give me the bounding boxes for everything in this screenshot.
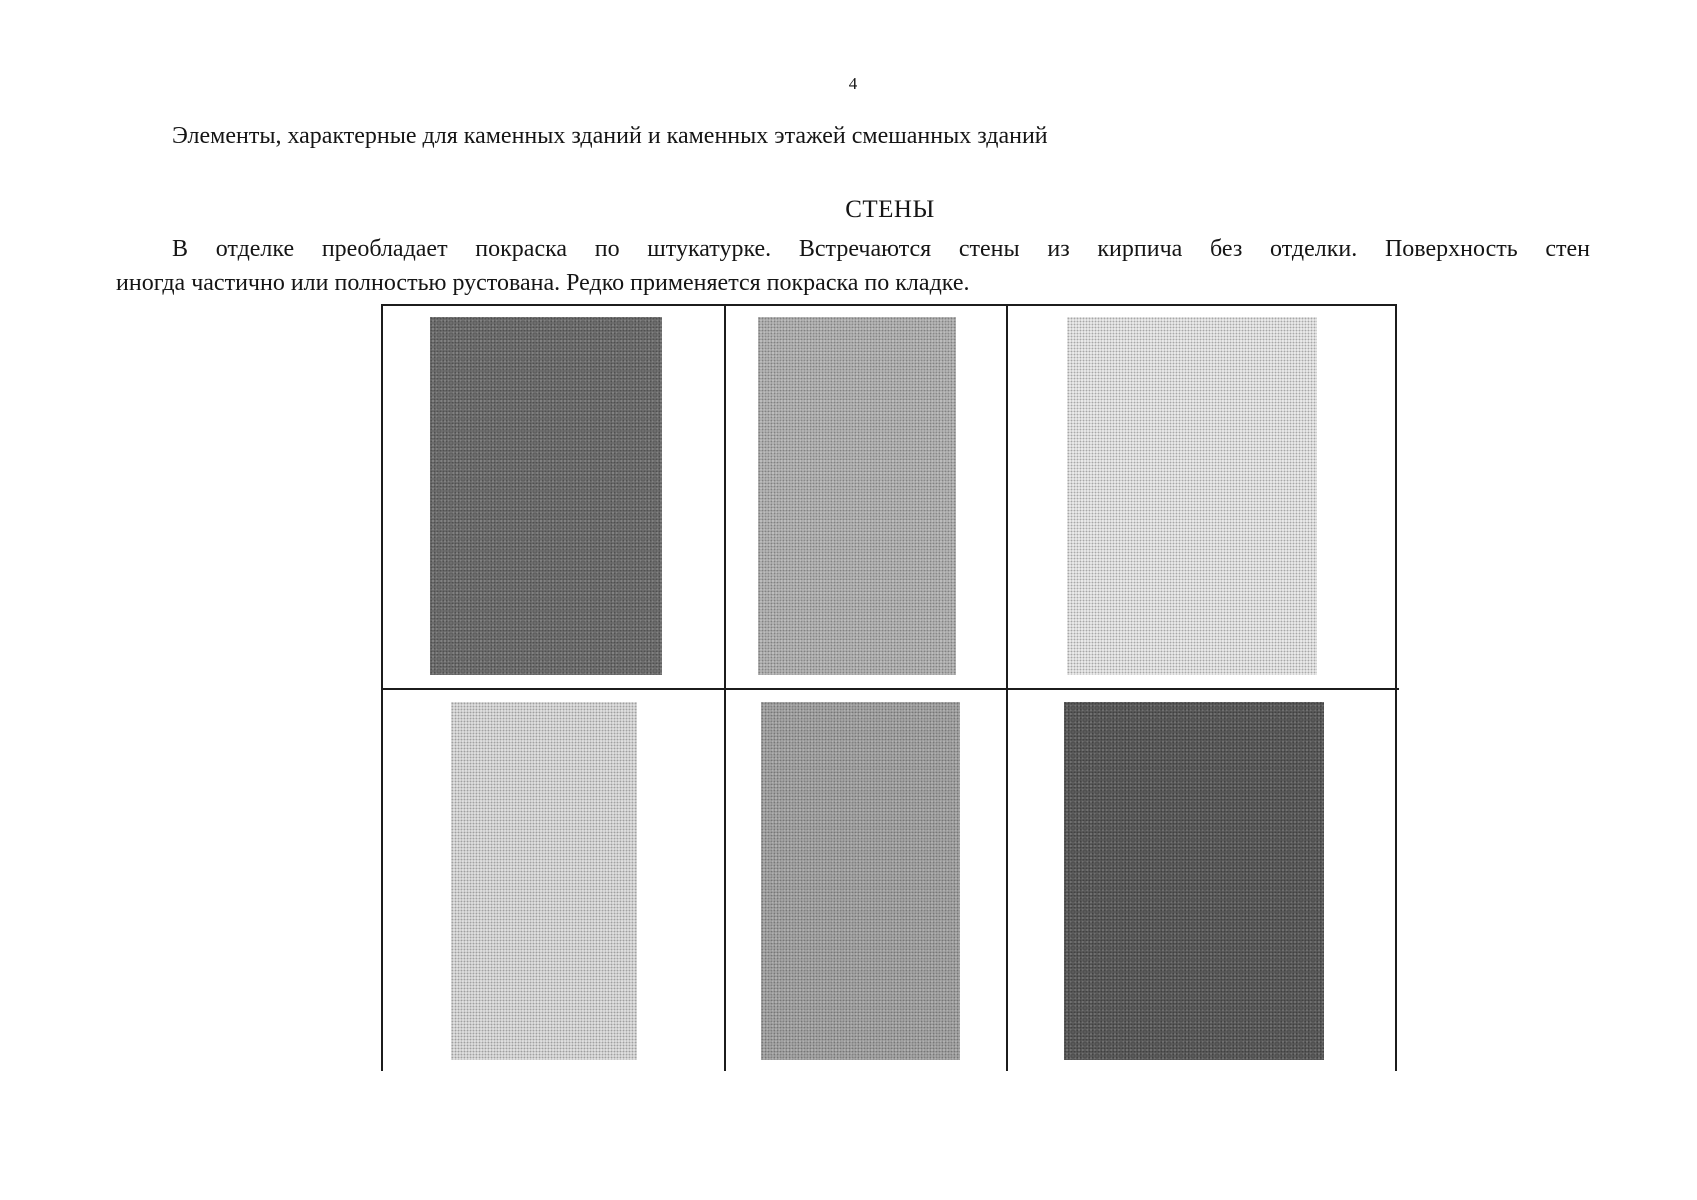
wall-photo xyxy=(1067,317,1317,675)
wall-photo xyxy=(758,317,956,675)
table-column-divider-2 xyxy=(1006,304,1008,1071)
photo-table xyxy=(381,304,1399,1071)
table-row-divider xyxy=(381,688,1399,690)
wall-photo xyxy=(761,702,960,1060)
table-border-top xyxy=(381,304,1397,306)
heading-walls: СТЕНЫ xyxy=(845,196,935,223)
paragraph-line-2: иногда частично или полностью рустована. Редко применяется покраска по кладке. xyxy=(116,270,970,296)
paragraph-line-1: В отделке преобладает покраска по штукатурке. Встречаются стены из кирпича без отделки. Поверхность стен xyxy=(172,236,1590,262)
wall-photo xyxy=(430,317,662,675)
table-column-divider-1 xyxy=(724,304,726,1071)
page-number: 4 xyxy=(848,74,858,93)
wall-photo xyxy=(451,702,637,1060)
section-title: Элементы, характерные для каменных зданий и каменных этажей смешанных зданий xyxy=(172,123,1048,149)
wall-photo xyxy=(1064,702,1324,1060)
table-border-right xyxy=(1395,304,1397,1071)
table-border-left xyxy=(381,304,383,1071)
body-paragraph xyxy=(116,232,1590,300)
